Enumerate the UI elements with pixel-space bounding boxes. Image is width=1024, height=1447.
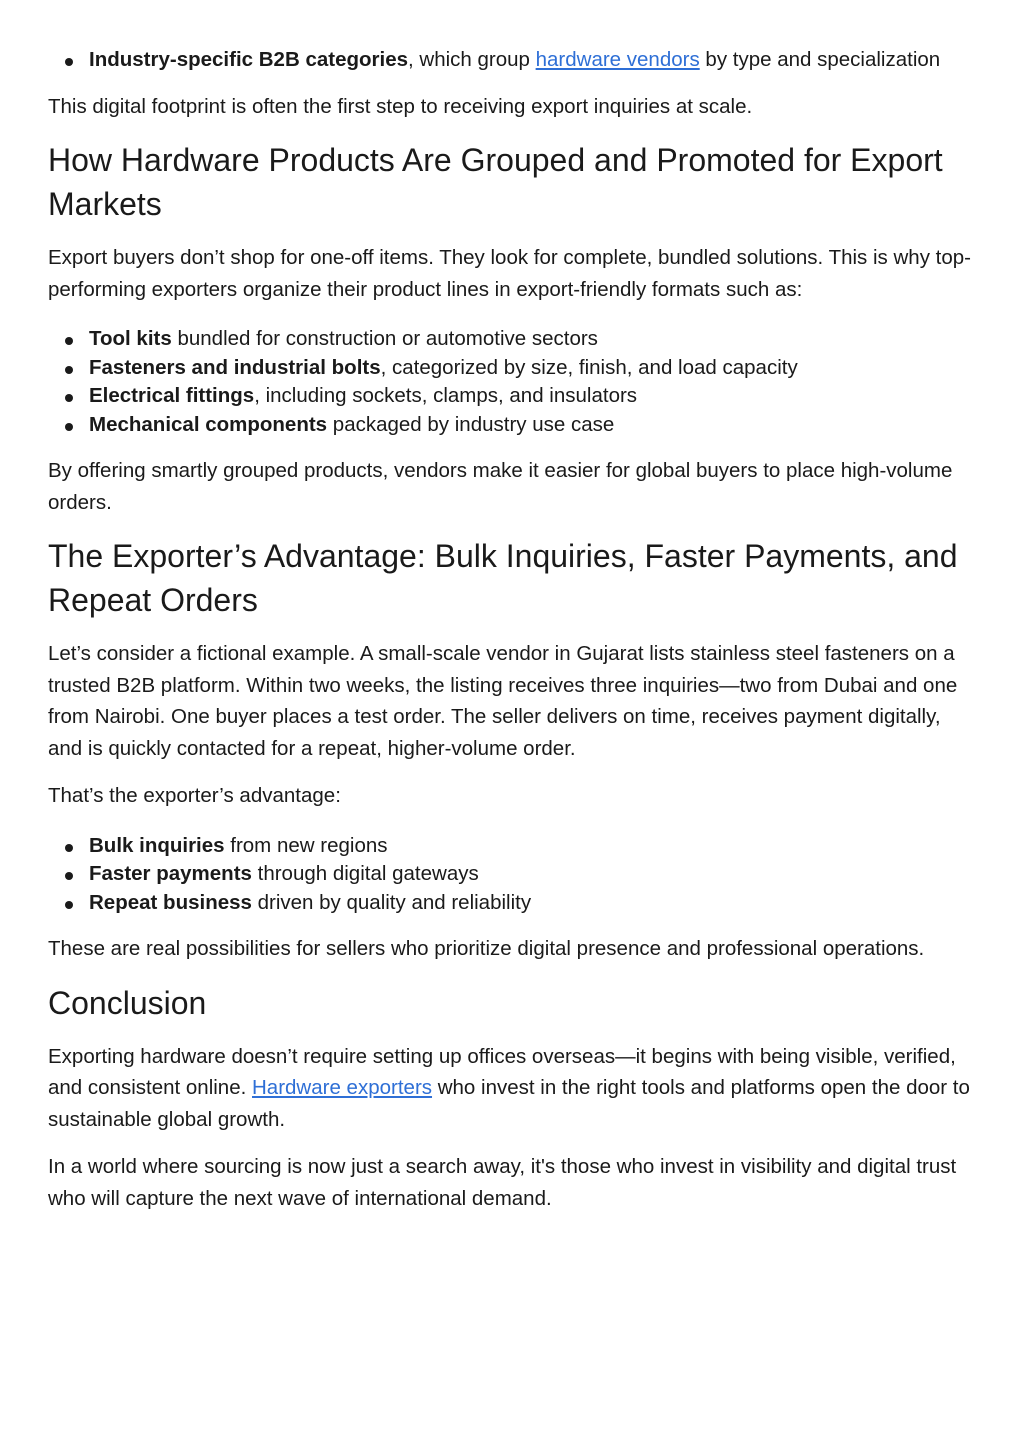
list-item <box>48 411 978 440</box>
list-item-bold: Mechanical components <box>89 412 328 436</box>
section-paragraph: Let’s consider a fictional example. A small-scale vendor in Gujarat lists stainless steel fasteners on a trusted B2B platform. Within two weeks, the listing receives three inquiries—two from Dubai and one from Nairobi. One buyer places a test order. The seller delivers on time, receives payment digitally, and is quickly contacted for a repeat, higher-volume order. <box>48 642 958 760</box>
article-body <box>48 46 978 1214</box>
section-closing: These are real possibilities for sellers who prioritize digital presence and professional operations. <box>48 937 925 960</box>
list-item <box>48 325 978 354</box>
list-item-text: from new regions <box>224 833 388 857</box>
section-lead: That’s the exporter’s advantage: <box>48 784 341 807</box>
hardware-vendors-link[interactable]: hardware vendors <box>535 48 700 71</box>
list-item-bold: Repeat business <box>89 890 252 914</box>
list-item <box>48 382 978 411</box>
list-item-bold: Tool kits <box>89 327 172 350</box>
paragraph-text: who invest in the right tools and platforms open the door to sustainable global growth. <box>48 1076 970 1131</box>
list-item-text: driven by quality and reliability <box>251 890 532 914</box>
section-closing: By offering smartly grouped products, vendors make it easier for global buyers to place high-volume orders. <box>48 459 953 514</box>
list-item-bold: Electrical fittings <box>89 384 255 407</box>
list-item-bold: Bulk inquiries <box>89 833 225 857</box>
section-heading-advantage: The Exporter’s Advantage: Bulk Inquiries, Faster Payments, and Repeat Orders <box>48 538 958 618</box>
list-item-bold: Faster payments <box>89 862 252 885</box>
list-item-text: bundled for construction or automotive sectors <box>171 327 598 350</box>
list-item-bold: Industry-specific B2B categories <box>89 48 408 71</box>
conclusion-paragraph <box>48 1041 978 1136</box>
list-item <box>48 832 978 861</box>
product-group-list <box>48 325 978 439</box>
list-item-text: , categorized by size, finish, and load capacity <box>380 355 798 379</box>
list-item <box>48 860 978 889</box>
list-item-bold: Fasteners and industrial bolts <box>89 355 381 379</box>
conclusion-final-paragraph: In a world where sourcing is now just a search away, it's those who invest in visibility and digital trust who will capture the next wave of international demand. <box>48 1155 957 1210</box>
list-item-text: packaged by industry use case <box>327 412 615 436</box>
section-paragraph: Export buyers don’t shop for one-off items. They look for complete, bundled solutions. This is why top-performing exporters organize their product lines in export-friendly formats such as: <box>48 246 971 301</box>
list-item <box>48 354 978 383</box>
section-heading-grouping: How Hardware Products Are Grouped and Promoted for Export Markets <box>48 142 943 222</box>
paragraph-text: Exporting hardware doesn’t require setting up offices overseas—it begins with being visible, verified, and consistent online. <box>48 1044 956 1099</box>
list-item-text: by type and specialization <box>699 48 941 71</box>
list-item <box>48 889 978 918</box>
list-item-text: , which group <box>408 48 536 71</box>
section-heading-conclusion: Conclusion <box>48 984 207 1021</box>
list-item-text: , including sockets, clamps, and insulators <box>254 384 638 407</box>
list-item <box>48 46 978 75</box>
intro-list <box>48 46 978 75</box>
list-item-text: through digital gateways <box>251 862 479 885</box>
intro-paragraph: This digital footprint is often the first step to receiving export inquiries at scale. <box>48 94 753 118</box>
advantage-list <box>48 832 978 918</box>
hardware-exporters-link[interactable]: Hardware exporters <box>252 1076 433 1099</box>
